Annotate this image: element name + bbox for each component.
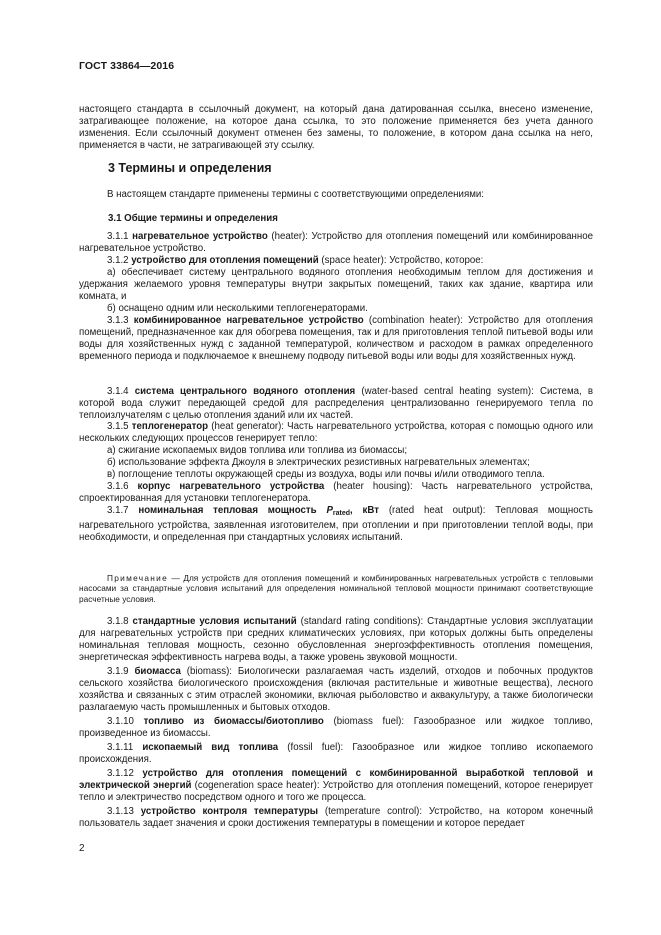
term-3-1-11: 3.1.11 ископаемый вид топлива (fossil fuel): Газообразное или жидкое топливо ископаемого происхождения.: [79, 742, 594, 765]
term-name: ископаемый вид топлива: [142, 742, 279, 753]
page-number: 2: [79, 843, 85, 854]
term-name: теплогенератор: [131, 421, 209, 432]
symbol-subscript: rated: [332, 510, 351, 517]
term-name: топливо из биомассы/биотопливо: [143, 716, 324, 727]
term-3-1-4: 3.1.4 система центрального водяного отопления (water-based central heating system): Система, в которой вода служит передающей средой для распределения централизованно генерируемого тепла по теплоизлучателям с целью отопления зданий или их частей.: [79, 386, 593, 421]
note-label: Примечание: [107, 573, 169, 583]
document-code-header: ГОСТ 33864—2016: [79, 60, 175, 72]
section-3-title: 3 Термины и определения: [108, 161, 272, 175]
term-name: нагревательное устройство: [132, 231, 268, 242]
term-name: устройство для отопления помещений: [131, 255, 319, 266]
term-3-1-1: 3.1.1 нагревательное устройство (heater): Устройство для отопления помещений или комбинированное нагревательное устройство.: [79, 231, 593, 254]
intro-continuation: настоящего стандарта в ссылочный документ, на который дана датированная ссылка, внесено изменение, затрагивающее положение, на которое дана ссылка, то это положение применяется без учета данного изменения. Если ссылочный документ отменен без замены, то положение, в котором дана ссылка на него, применяется в части, не затрагивающей эту ссылку.: [79, 104, 593, 151]
term-3-1-5-item-a: а) сжигание ископаемых видов топлива или топлива из биомассы;: [107, 445, 408, 456]
term-name: корпус нагревательного устройства: [137, 481, 325, 492]
term-3-1-3: 3.1.3 комбинированное нагревательное устройство (combination heater): Устройство для отопления помещений, предназначенное как для обогрева помещения, так и для приготовления теплой питьевой воды или воды для хозяйственных нужд с заданной температурой, количеством и расходом в рамках определенного временного периода и подключаемое к внешнему подводу питьевой воды или воды для хозяйственных нужд.: [79, 315, 594, 362]
term-3-1-2: 3.1.2 устройство для отопления помещений (space heater): Устройство, которое:: [107, 255, 484, 266]
term-name: стандартные условия испытаний: [132, 616, 297, 627]
term-3-1-5-item-c: в) поглощение теплоты окружающей среды из воздуха, воды или почвы и/или отводимого тепла.: [107, 469, 545, 480]
term-3-1-13: 3.1.13 устройство контроля температуры (temperature control): Устройство, на котором конечный пользователь задает значения и сроки достижения температуры в помещении и которое передает: [79, 806, 593, 829]
term-name: устройство для отопления помещений с комбинированной выработкой тепловой и электрической энергий: [79, 768, 593, 791]
term-name: устройство контроля температуры: [140, 806, 319, 817]
term-3-1-5-item-b: б) использование эффекта Джоуля в электрических резистивных нагревательных элементах;: [107, 457, 530, 468]
term-name: система центрального водяного отопления: [134, 386, 356, 397]
term-3-1-9: 3.1.9 биомасса (biomass): Биологически разлагаемая часть изделий, отходов и побочных продуктов сельского хозяйства биологического происхождения (включая растительные и животные вещества), лесного хозяйства и связанных с этим отраслей экономики, включая рыболовство и аквакультуру, а также биологически разлагаемую часть промышленных и бытовых отходов.: [79, 666, 593, 713]
term-3-1-8: 3.1.8 стандартные условия испытаний (standard rating conditions): Стандартные условия эксплуатации для нагревательных устройств при средних климатических условиях, при которых должны быть определены номинальная тепловая мощность, сезонно обусловленная энергоэффективность отопления помещения, энергетическая эффективность нагрева воды, а также уровень звуковой мощности.: [79, 616, 593, 663]
term-3-1-2-item-a: а) обеспечивает систему центрального водяного отопления необходимым теплом для достижения и удержания желаемого уровня температуры внутри закрытых помещений, таких как здание, квартира или комната, и: [79, 267, 593, 302]
symbol-p: P: [326, 505, 333, 516]
term-3-1-6: 3.1.6 корпус нагревательного устройства (heater housing): Часть нагревательного устройства, спроектированная для установки теплогенератора.: [79, 481, 593, 504]
term-3-1-7: 3.1.7 номинальная тепловая мощность $P_{rated}$, кВт (rated heat output): Тепловая мощность нагревательного устройства, заявленная изготовителем, при отоплении и при приготовлении теплой воды, при необходимости, и определенная при стандартных условиях испытаний.: [79, 505, 593, 543]
section-3-lead: В настоящем стандарте применены термины с соответствующими определениями:: [107, 189, 484, 200]
term-3-1-5: 3.1.5 теплогенератор (heat generator): Часть нагревательного устройства, которая с помощью одного или нескольких следующих процессов генерирует тепло:: [79, 421, 593, 444]
term-3-1-12: 3.1.12 устройство для отопления помещений с комбинированной выработкой тепловой и электрической энергий (cogeneration space heater): Устройство для отопления помещений, которое генерирует тепло и электричество посредством одного и того же процесса.: [79, 768, 594, 803]
term-3-1-2-item-b: б) оснащено одним или несколькими теплогенераторами.: [107, 303, 368, 314]
term-name: комбинированное нагревательное устройство: [133, 315, 364, 326]
note-3-1-7: Примечание — Для устройств для отопления помещений и комбинированных нагревательных устройств с тепловыми насосами за стандартные условия испытаний для определения номинальной тепловой мощности принимают соответствующие расчетные условия.: [79, 573, 593, 604]
term-3-1-10: 3.1.10 топливо из биомассы/биотопливо (biomass fuel): Газообразное или жидкое топливо, произведенное из биомассы.: [79, 716, 593, 739]
term-name: номинальная тепловая мощность: [138, 505, 327, 516]
subsection-3-1-title: 3.1 Общие термины и определения: [108, 213, 278, 224]
term-name: биомасса: [134, 666, 181, 677]
